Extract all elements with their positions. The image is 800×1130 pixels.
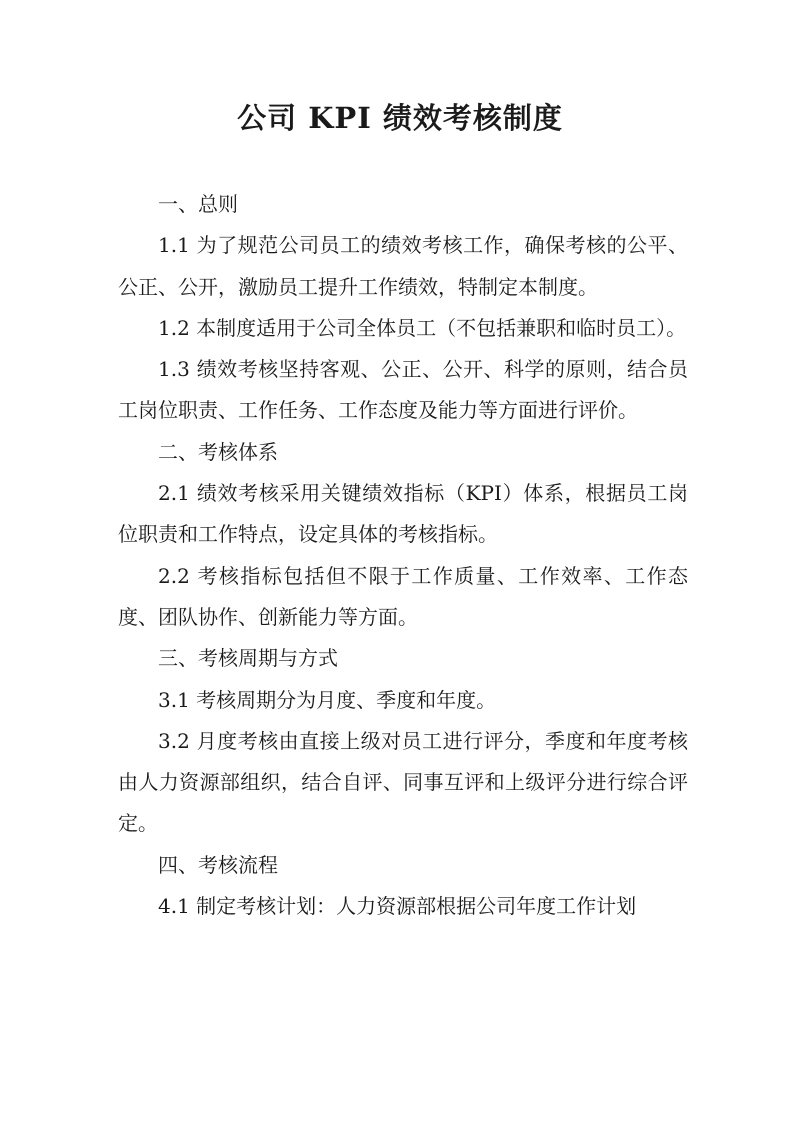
section-heading-cycle: 三、考核周期与方式 — [158, 646, 338, 671]
clause-3-2: 3.2 月度考核由直接上级对员工进行评分，季度和年度考核由人力资源部组织，结合自评、同事互评和上级评分进行综合评定。 — [118, 728, 688, 836]
document-body — [118, 184, 688, 927]
clause-4-1: 4.1 制定考核计划：人力资源部根据公司年度工作计划 — [158, 894, 637, 919]
clause-3-1: 3.1 考核周期分为月度、季度和年度。 — [158, 687, 497, 712]
clause-2-2: 2.2 考核指标包括但不限于工作质量、工作效率、工作态度、团队协作、创新能力等方面。 — [118, 563, 688, 629]
clause-1-2: 1.2 本制度适用于公司全体员工（不包括兼职和临时员工）。 — [158, 315, 687, 340]
section-heading-system: 二、考核体系 — [158, 439, 278, 464]
clause-2-1: 2.1 绩效考核采用关键绩效指标（KPI）体系，根据员工岗位职责和工作特点，设定具体的考核指标。 — [118, 481, 688, 547]
section-heading-general: 一、总则 — [158, 192, 238, 216]
document-title: 公司 KPI 绩效考核制度 — [237, 101, 563, 135]
clause-1-1: 1.1 为了规范公司员工的绩效考核工作，确保考核的公平、公正、公开，激励员工提升工作绩效，特制定本制度。 — [118, 233, 688, 299]
section-heading-process: 四、考核流程 — [158, 852, 278, 877]
clause-1-3: 1.3 绩效考核坚持客观、公正、公开、科学的原则，结合员工岗位职责、工作任务、工作态度及能力等方面进行评价。 — [118, 357, 688, 423]
